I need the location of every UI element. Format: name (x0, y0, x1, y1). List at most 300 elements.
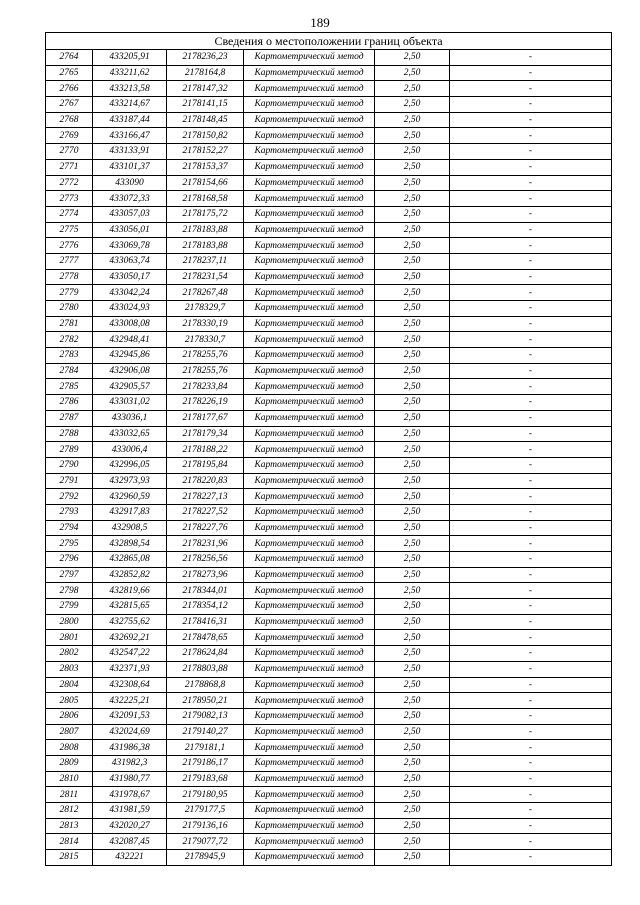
description-cell: - (450, 803, 612, 819)
description-cell: - (450, 65, 612, 81)
point-number-cell: 2791 (46, 473, 93, 489)
description-cell: - (450, 410, 612, 426)
method-cell: Картометрический метод (244, 740, 375, 756)
y-coordinate-cell: 2178168,58 (167, 191, 244, 207)
table-row (46, 81, 612, 97)
accuracy-cell: 2,50 (375, 410, 450, 426)
accuracy-cell: 2,50 (375, 520, 450, 536)
x-coordinate-cell: 432308,64 (93, 677, 167, 693)
description-cell: - (450, 332, 612, 348)
y-coordinate-cell: 2178231,54 (167, 269, 244, 285)
point-number-cell: 2781 (46, 316, 93, 332)
accuracy-cell: 2,50 (375, 65, 450, 81)
x-coordinate-cell: 432905,57 (93, 379, 167, 395)
description-cell: - (450, 630, 612, 646)
method-cell: Картометрический метод (244, 97, 375, 113)
x-coordinate-cell: 433187,44 (93, 112, 167, 128)
point-number-cell: 2772 (46, 175, 93, 191)
point-number-cell: 2792 (46, 489, 93, 505)
x-coordinate-cell: 433069,78 (93, 238, 167, 254)
x-coordinate-cell: 433032,65 (93, 426, 167, 442)
table-row (46, 128, 612, 144)
x-coordinate-cell: 432948,41 (93, 332, 167, 348)
y-coordinate-cell: 2179183,68 (167, 771, 244, 787)
accuracy-cell: 2,50 (375, 708, 450, 724)
point-number-cell: 2815 (46, 850, 93, 866)
x-coordinate-cell: 432755,62 (93, 614, 167, 630)
description-cell: - (450, 724, 612, 740)
x-coordinate-cell: 432906,08 (93, 363, 167, 379)
y-coordinate-cell: 2178175,72 (167, 206, 244, 222)
x-coordinate-cell: 433211,62 (93, 65, 167, 81)
table-row (46, 332, 612, 348)
table-row (46, 175, 612, 191)
y-coordinate-cell: 2179181,1 (167, 740, 244, 756)
y-coordinate-cell: 2179177,5 (167, 803, 244, 819)
x-coordinate-cell: 432815,65 (93, 599, 167, 615)
y-coordinate-cell: 2178256,56 (167, 552, 244, 568)
description-cell: - (450, 614, 612, 630)
description-cell: - (450, 363, 612, 379)
table-row (46, 410, 612, 426)
accuracy-cell: 2,50 (375, 50, 450, 66)
method-cell: Картометрический метод (244, 504, 375, 520)
description-cell: - (450, 222, 612, 238)
point-number-cell: 2801 (46, 630, 93, 646)
y-coordinate-cell: 2178255,76 (167, 348, 244, 364)
point-number-cell: 2793 (46, 504, 93, 520)
accuracy-cell: 2,50 (375, 661, 450, 677)
method-cell: Картометрический метод (244, 850, 375, 866)
method-cell: Картометрический метод (244, 646, 375, 662)
accuracy-cell: 2,50 (375, 238, 450, 254)
y-coordinate-cell: 2179186,17 (167, 755, 244, 771)
accuracy-cell: 2,50 (375, 222, 450, 238)
description-cell: - (450, 536, 612, 552)
x-coordinate-cell: 432225,21 (93, 693, 167, 709)
point-number-cell: 2775 (46, 222, 93, 238)
table-title: Сведения о местоположении границ объекта (46, 33, 612, 50)
point-number-cell: 2771 (46, 159, 93, 175)
x-coordinate-cell: 432371,93 (93, 661, 167, 677)
point-number-cell: 2812 (46, 803, 93, 819)
table-row (46, 755, 612, 771)
table-row (46, 379, 612, 395)
accuracy-cell: 2,50 (375, 473, 450, 489)
method-cell: Картометрический метод (244, 473, 375, 489)
description-cell: - (450, 520, 612, 536)
method-cell: Картометрический метод (244, 520, 375, 536)
method-cell: Картометрический метод (244, 457, 375, 473)
table-row (46, 520, 612, 536)
accuracy-cell: 2,50 (375, 159, 450, 175)
y-coordinate-cell: 2178164,8 (167, 65, 244, 81)
point-number-cell: 2778 (46, 269, 93, 285)
method-cell: Картометрический метод (244, 191, 375, 207)
method-cell: Картометрический метод (244, 803, 375, 819)
table-row (46, 97, 612, 113)
description-cell: - (450, 301, 612, 317)
table-row (46, 583, 612, 599)
x-coordinate-cell: 433133,91 (93, 144, 167, 160)
point-number-cell: 2809 (46, 755, 93, 771)
accuracy-cell: 2,50 (375, 489, 450, 505)
y-coordinate-cell: 2178227,13 (167, 489, 244, 505)
y-coordinate-cell: 2178141,15 (167, 97, 244, 113)
x-coordinate-cell: 432898,54 (93, 536, 167, 552)
y-coordinate-cell: 2178220,83 (167, 473, 244, 489)
method-cell: Картометрический метод (244, 144, 375, 160)
accuracy-cell: 2,50 (375, 583, 450, 599)
description-cell: - (450, 348, 612, 364)
accuracy-cell: 2,50 (375, 301, 450, 317)
y-coordinate-cell: 2178803,88 (167, 661, 244, 677)
y-coordinate-cell: 2179140,27 (167, 724, 244, 740)
description-cell: - (450, 771, 612, 787)
method-cell: Картометрический метод (244, 128, 375, 144)
description-cell: - (450, 238, 612, 254)
table-row (46, 238, 612, 254)
accuracy-cell: 2,50 (375, 348, 450, 364)
y-coordinate-cell: 2178329,7 (167, 301, 244, 317)
accuracy-cell: 2,50 (375, 144, 450, 160)
x-coordinate-cell: 432020,27 (93, 818, 167, 834)
point-number-cell: 2785 (46, 379, 93, 395)
method-cell: Картометрический метод (244, 426, 375, 442)
accuracy-cell: 2,50 (375, 787, 450, 803)
x-coordinate-cell: 433057,03 (93, 206, 167, 222)
table-row (46, 363, 612, 379)
y-coordinate-cell: 2178236,23 (167, 50, 244, 66)
method-cell: Картометрический метод (244, 159, 375, 175)
point-number-cell: 2798 (46, 583, 93, 599)
x-coordinate-cell: 432087,45 (93, 834, 167, 850)
point-number-cell: 2800 (46, 614, 93, 630)
y-coordinate-cell: 2178624,84 (167, 646, 244, 662)
table-row (46, 504, 612, 520)
x-coordinate-cell: 433166,47 (93, 128, 167, 144)
y-coordinate-cell: 2179180,95 (167, 787, 244, 803)
method-cell: Картометрический метод (244, 536, 375, 552)
table-row (46, 552, 612, 568)
y-coordinate-cell: 2178237,11 (167, 253, 244, 269)
description-cell: - (450, 489, 612, 505)
description-cell: - (450, 473, 612, 489)
point-number-cell: 2780 (46, 301, 93, 317)
description-cell: - (450, 552, 612, 568)
method-cell: Картометрический метод (244, 552, 375, 568)
table-title-row (46, 33, 612, 50)
description-cell: - (450, 175, 612, 191)
y-coordinate-cell: 2178177,67 (167, 410, 244, 426)
table-row (46, 630, 612, 646)
x-coordinate-cell: 432692,21 (93, 630, 167, 646)
method-cell: Картометрический метод (244, 206, 375, 222)
y-coordinate-cell: 2178255,76 (167, 363, 244, 379)
point-number-cell: 2776 (46, 238, 93, 254)
accuracy-cell: 2,50 (375, 724, 450, 740)
description-cell: - (450, 442, 612, 458)
point-number-cell: 2811 (46, 787, 93, 803)
point-number-cell: 2796 (46, 552, 93, 568)
point-number-cell: 2770 (46, 144, 93, 160)
x-coordinate-cell: 433063,74 (93, 253, 167, 269)
y-coordinate-cell: 2179136,16 (167, 818, 244, 834)
accuracy-cell: 2,50 (375, 253, 450, 269)
table-row (46, 567, 612, 583)
description-cell: - (450, 316, 612, 332)
point-number-cell: 2790 (46, 457, 93, 473)
method-cell: Картометрический метод (244, 112, 375, 128)
y-coordinate-cell: 2178195,84 (167, 457, 244, 473)
description-cell: - (450, 599, 612, 615)
accuracy-cell: 2,50 (375, 81, 450, 97)
accuracy-cell: 2,50 (375, 363, 450, 379)
method-cell: Картометрический метод (244, 787, 375, 803)
x-coordinate-cell: 432865,08 (93, 552, 167, 568)
table-row (46, 787, 612, 803)
method-cell: Картометрический метод (244, 724, 375, 740)
y-coordinate-cell: 2178231,96 (167, 536, 244, 552)
method-cell: Картометрический метод (244, 693, 375, 709)
point-number-cell: 2779 (46, 285, 93, 301)
table-row (46, 426, 612, 442)
x-coordinate-cell: 433036,1 (93, 410, 167, 426)
point-number-cell: 2787 (46, 410, 93, 426)
description-cell: - (450, 50, 612, 66)
table-row (46, 159, 612, 175)
accuracy-cell: 2,50 (375, 191, 450, 207)
method-cell: Картометрический метод (244, 489, 375, 505)
point-number-cell: 2783 (46, 348, 93, 364)
method-cell: Картометрический метод (244, 567, 375, 583)
y-coordinate-cell: 2178183,88 (167, 222, 244, 238)
y-coordinate-cell: 2178273,96 (167, 567, 244, 583)
x-coordinate-cell: 433024,93 (93, 301, 167, 317)
x-coordinate-cell: 432908,5 (93, 520, 167, 536)
accuracy-cell: 2,50 (375, 112, 450, 128)
method-cell: Картометрический метод (244, 771, 375, 787)
x-coordinate-cell: 432960,59 (93, 489, 167, 505)
method-cell: Картометрический метод (244, 269, 375, 285)
description-cell: - (450, 112, 612, 128)
y-coordinate-cell: 2178226,19 (167, 395, 244, 411)
table-row (46, 599, 612, 615)
method-cell: Картометрический метод (244, 175, 375, 191)
y-coordinate-cell: 2178188,22 (167, 442, 244, 458)
y-coordinate-cell: 2178152,27 (167, 144, 244, 160)
y-coordinate-cell: 2178227,52 (167, 504, 244, 520)
x-coordinate-cell: 432091,53 (93, 708, 167, 724)
x-coordinate-cell: 432917,83 (93, 504, 167, 520)
point-number-cell: 2768 (46, 112, 93, 128)
boundary-coordinates-table (45, 32, 612, 866)
accuracy-cell: 2,50 (375, 755, 450, 771)
accuracy-cell: 2,50 (375, 457, 450, 473)
method-cell: Картометрический метод (244, 818, 375, 834)
method-cell: Картометрический метод (244, 442, 375, 458)
method-cell: Картометрический метод (244, 661, 375, 677)
description-cell: - (450, 787, 612, 803)
table-row (46, 803, 612, 819)
method-cell: Картометрический метод (244, 755, 375, 771)
description-cell: - (450, 661, 612, 677)
x-coordinate-cell: 431982,3 (93, 755, 167, 771)
table-row (46, 316, 612, 332)
table-row (46, 834, 612, 850)
x-coordinate-cell: 431980,77 (93, 771, 167, 787)
point-number-cell: 2803 (46, 661, 93, 677)
y-coordinate-cell: 2178950,21 (167, 693, 244, 709)
point-number-cell: 2782 (46, 332, 93, 348)
accuracy-cell: 2,50 (375, 614, 450, 630)
method-cell: Картометрический метод (244, 677, 375, 693)
table-row (46, 442, 612, 458)
y-coordinate-cell: 2178233,84 (167, 379, 244, 395)
accuracy-cell: 2,50 (375, 395, 450, 411)
point-number-cell: 2795 (46, 536, 93, 552)
point-number-cell: 2788 (46, 426, 93, 442)
table-row (46, 395, 612, 411)
method-cell: Картометрический метод (244, 410, 375, 426)
accuracy-cell: 2,50 (375, 630, 450, 646)
y-coordinate-cell: 2178183,88 (167, 238, 244, 254)
accuracy-cell: 2,50 (375, 269, 450, 285)
table-row (46, 65, 612, 81)
description-cell: - (450, 159, 612, 175)
point-number-cell: 2797 (46, 567, 93, 583)
x-coordinate-cell: 432996,05 (93, 457, 167, 473)
table-row (46, 348, 612, 364)
y-coordinate-cell: 2178330,7 (167, 332, 244, 348)
point-number-cell: 2794 (46, 520, 93, 536)
accuracy-cell: 2,50 (375, 379, 450, 395)
accuracy-cell: 2,50 (375, 552, 450, 568)
description-cell: - (450, 457, 612, 473)
point-number-cell: 2786 (46, 395, 93, 411)
accuracy-cell: 2,50 (375, 677, 450, 693)
table-row (46, 771, 612, 787)
description-cell: - (450, 740, 612, 756)
description-cell: - (450, 191, 612, 207)
method-cell: Картометрический метод (244, 379, 375, 395)
table-row (46, 818, 612, 834)
x-coordinate-cell: 433006,4 (93, 442, 167, 458)
point-number-cell: 2802 (46, 646, 93, 662)
y-coordinate-cell: 2178330,19 (167, 316, 244, 332)
table-row (46, 301, 612, 317)
point-number-cell: 2805 (46, 693, 93, 709)
method-cell: Картометрический метод (244, 81, 375, 97)
description-cell: - (450, 426, 612, 442)
point-number-cell: 2813 (46, 818, 93, 834)
point-number-cell: 2789 (46, 442, 93, 458)
x-coordinate-cell: 433213,58 (93, 81, 167, 97)
table-row (46, 850, 612, 866)
point-number-cell: 2765 (46, 65, 93, 81)
y-coordinate-cell: 2178153,37 (167, 159, 244, 175)
accuracy-cell: 2,50 (375, 693, 450, 709)
x-coordinate-cell: 432024,69 (93, 724, 167, 740)
accuracy-cell: 2,50 (375, 175, 450, 191)
table-row (46, 285, 612, 301)
x-coordinate-cell: 433031,02 (93, 395, 167, 411)
x-coordinate-cell: 433101,37 (93, 159, 167, 175)
description-cell: - (450, 677, 612, 693)
method-cell: Картометрический метод (244, 222, 375, 238)
x-coordinate-cell: 431986,38 (93, 740, 167, 756)
accuracy-cell: 2,50 (375, 285, 450, 301)
point-number-cell: 2799 (46, 599, 93, 615)
y-coordinate-cell: 2178150,82 (167, 128, 244, 144)
x-coordinate-cell: 433205,91 (93, 50, 167, 66)
method-cell: Картометрический метод (244, 348, 375, 364)
table-row (46, 724, 612, 740)
x-coordinate-cell: 433050,17 (93, 269, 167, 285)
accuracy-cell: 2,50 (375, 316, 450, 332)
table-row (46, 222, 612, 238)
x-coordinate-cell: 433214,67 (93, 97, 167, 113)
description-cell: - (450, 504, 612, 520)
x-coordinate-cell: 432819,66 (93, 583, 167, 599)
y-coordinate-cell: 2179082,13 (167, 708, 244, 724)
y-coordinate-cell: 2178868,8 (167, 677, 244, 693)
accuracy-cell: 2,50 (375, 599, 450, 615)
x-coordinate-cell: 432945,86 (93, 348, 167, 364)
description-cell: - (450, 850, 612, 866)
x-coordinate-cell: 433056,01 (93, 222, 167, 238)
description-cell: - (450, 818, 612, 834)
y-coordinate-cell: 2178267,48 (167, 285, 244, 301)
y-coordinate-cell: 2178227,76 (167, 520, 244, 536)
description-cell: - (450, 144, 612, 160)
y-coordinate-cell: 2179077,72 (167, 834, 244, 850)
point-number-cell: 2777 (46, 253, 93, 269)
accuracy-cell: 2,50 (375, 771, 450, 787)
x-coordinate-cell: 433008,08 (93, 316, 167, 332)
table-row (46, 489, 612, 505)
method-cell: Картометрический метод (244, 50, 375, 66)
method-cell: Картометрический метод (244, 285, 375, 301)
method-cell: Картометрический метод (244, 253, 375, 269)
table-row (46, 708, 612, 724)
y-coordinate-cell: 2178478,65 (167, 630, 244, 646)
accuracy-cell: 2,50 (375, 850, 450, 866)
description-cell: - (450, 206, 612, 222)
description-cell: - (450, 834, 612, 850)
x-coordinate-cell: 433090 (93, 175, 167, 191)
page-number: 189 (310, 15, 330, 30)
y-coordinate-cell: 2178416,31 (167, 614, 244, 630)
y-coordinate-cell: 2178179,34 (167, 426, 244, 442)
method-cell: Картометрический метод (244, 708, 375, 724)
method-cell: Картометрический метод (244, 65, 375, 81)
method-cell: Картометрический метод (244, 834, 375, 850)
method-cell: Картометрический метод (244, 599, 375, 615)
y-coordinate-cell: 2178354,12 (167, 599, 244, 615)
method-cell: Картометрический метод (244, 316, 375, 332)
table-row (46, 457, 612, 473)
accuracy-cell: 2,50 (375, 740, 450, 756)
x-coordinate-cell: 432547,22 (93, 646, 167, 662)
method-cell: Картометрический метод (244, 238, 375, 254)
x-coordinate-cell: 432973,93 (93, 473, 167, 489)
x-coordinate-cell: 432852,82 (93, 567, 167, 583)
table-row (46, 614, 612, 630)
accuracy-cell: 2,50 (375, 128, 450, 144)
table-row (46, 693, 612, 709)
description-cell: - (450, 755, 612, 771)
